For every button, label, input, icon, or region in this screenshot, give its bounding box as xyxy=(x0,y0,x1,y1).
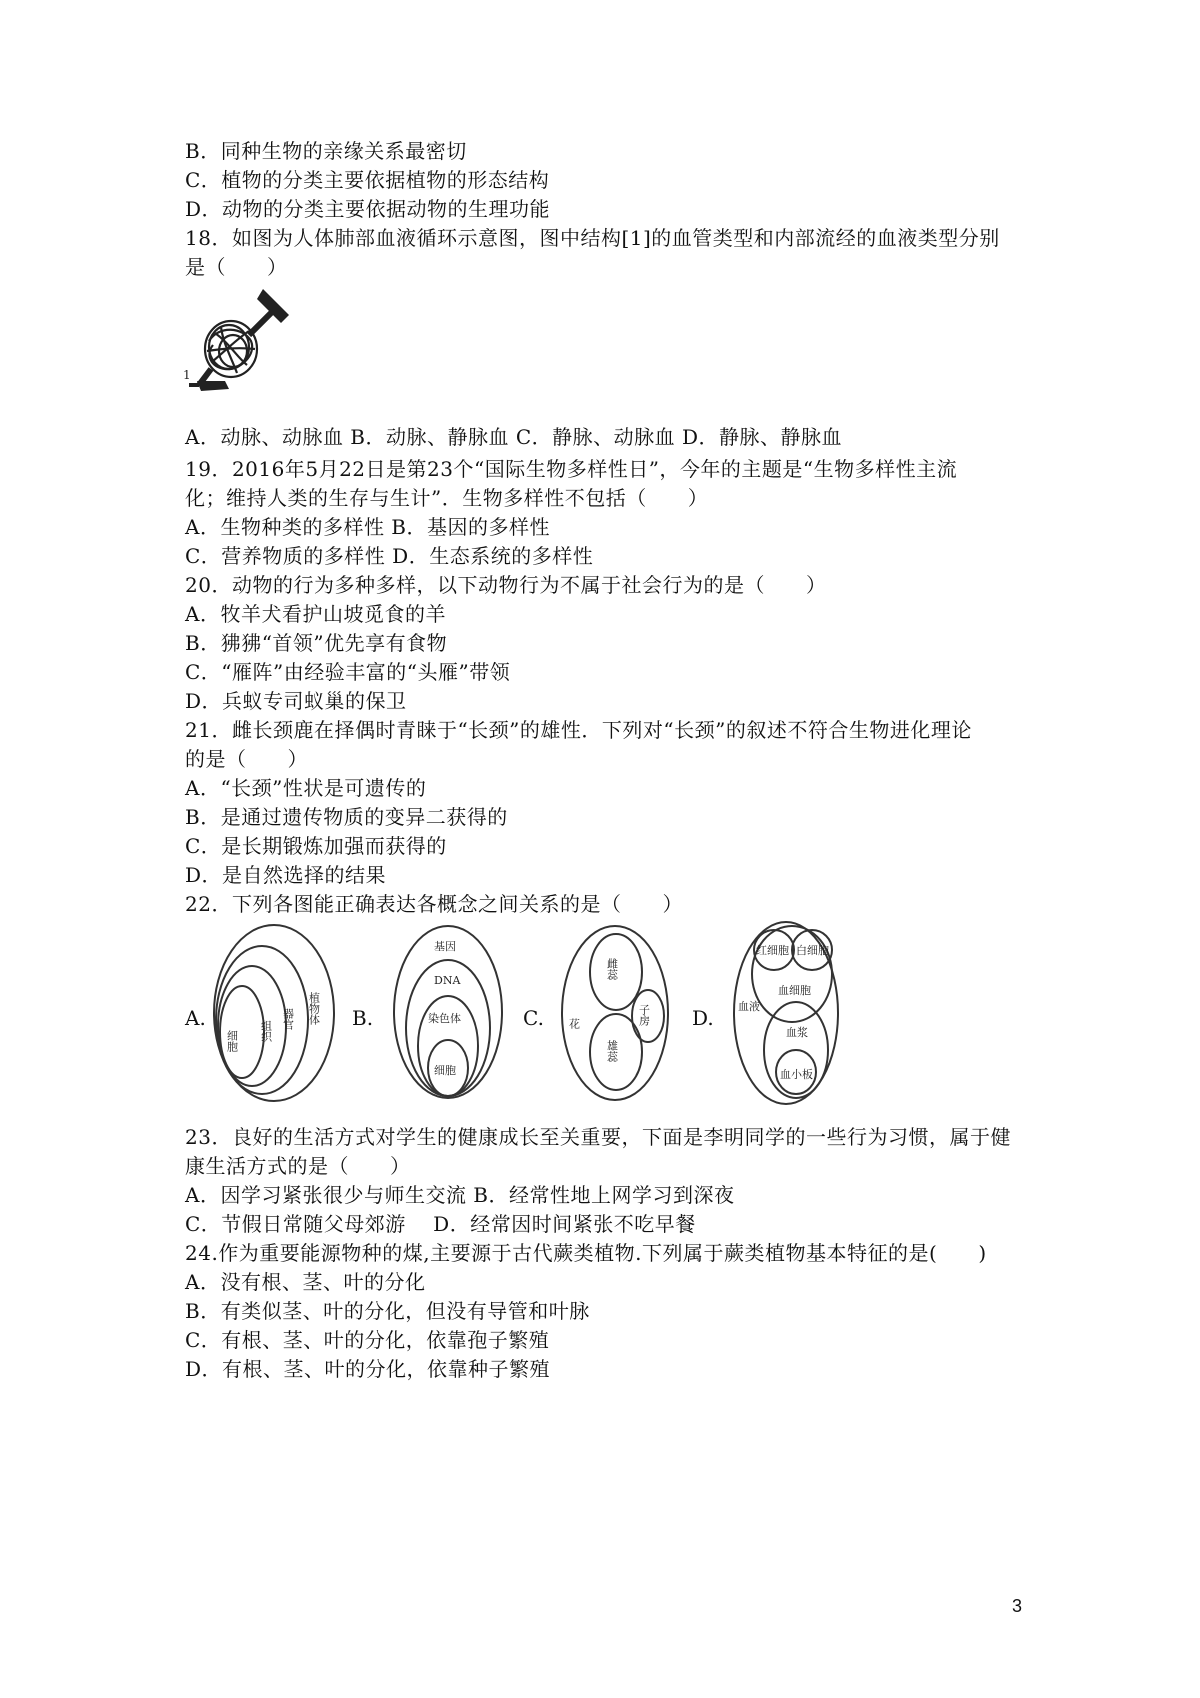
q22-a-label-organ: 器官 xyxy=(281,1008,295,1030)
q23-options-cd: C．节假日常随父母郊游 D．经常因时间紧张不吃早餐 xyxy=(185,1212,696,1236)
q22-a-label-tissue: 组织 xyxy=(259,1020,273,1042)
q22-d-label-plasma: 血浆 xyxy=(786,1026,808,1039)
q22-d-label-blood-cell: 血细胞 xyxy=(778,984,811,997)
q20-option-d: D．兵蚁专司蚁巢的保卫 xyxy=(185,689,407,713)
q17-option-c: C．植物的分类主要依据植物的形态结构 xyxy=(185,168,550,192)
q24-option-b: B．有类似茎、叶的分化，但没有导管和叶脉 xyxy=(185,1299,590,1323)
q21-stem-cont: 的是（ ） xyxy=(185,747,308,771)
q22-option-a-label: A. xyxy=(185,1006,206,1030)
q22-a-label-plant: 植物体 xyxy=(307,992,321,1025)
page-number: 3 xyxy=(1012,1596,1023,1616)
q18-label-1: 1 xyxy=(183,368,191,382)
q22-c-label-flower: 花 xyxy=(567,1018,581,1029)
q19-stem: 19．2016年5月22日是第23个“国际生物多样性日”，今年的主题是“生物多样性主流 xyxy=(185,457,958,481)
q24-option-a: A．没有根、茎、叶的分化 xyxy=(185,1270,426,1294)
q24-stem: 24.作为重要能源物种的煤,主要源于古代蕨类植物.下列属于蕨类植物基本特征的是( ) xyxy=(185,1241,987,1265)
q22-d-label-blood: 血液 xyxy=(738,1000,760,1013)
q18-options: A．动脉、动脉血 B．动脉、静脉血 C．静脉、动脉血 D．静脉、静脉血 xyxy=(185,425,843,449)
q21-option-a: A．“长颈”性状是可遗传的 xyxy=(185,776,427,800)
q21-option-d: D．是自然选择的结果 xyxy=(185,863,387,887)
q22-b-label-chromosome: 染色体 xyxy=(428,1012,461,1025)
q24-option-c: C．有根、茎、叶的分化，依靠孢子繁殖 xyxy=(185,1328,550,1352)
q22-diagram-c xyxy=(558,922,672,1104)
q22-d-label-platelet: 血小板 xyxy=(780,1068,813,1081)
q23-options-ab: A．因学习紧张很少与师生交流 B．经常性地上网学习到深夜 xyxy=(185,1183,735,1207)
q22-a-label-cell: 细胞 xyxy=(225,1030,239,1052)
q22-b-label-gene: 基因 xyxy=(434,940,456,953)
q19-options-cd: C．营养物质的多样性 D．生态系统的多样性 xyxy=(185,544,594,568)
q19-options-ab: A．生物种类的多样性 B．基因的多样性 xyxy=(185,515,550,539)
q22-option-b-label: B. xyxy=(352,1006,374,1030)
q22-diagram-d xyxy=(730,918,842,1108)
q21-option-b: B．是通过遗传物质的变异二获得的 xyxy=(185,805,508,829)
q22-stem: 22．下列各图能正确表达各概念之间关系的是（ ） xyxy=(185,892,683,916)
q21-stem: 21．雌长颈鹿在择偶时青睐于“长颈”的雄性．下列对“长颈”的叙述不符合生物进化理论 xyxy=(185,718,972,742)
q22-b-label-cell: 细胞 xyxy=(434,1064,456,1077)
q19-stem-cont: 化；维持人类的生存与生计”．生物多样性不包括（ ） xyxy=(185,486,709,510)
q18-lung-capillary-figure xyxy=(185,285,295,415)
q22-diagram-b xyxy=(390,922,506,1102)
q22-d-label-rbc: 红细胞 xyxy=(756,944,789,957)
q18-stem-cont: 是（ ） xyxy=(185,255,288,279)
q20-option-a: A．牧羊犬看护山坡觅食的羊 xyxy=(185,602,446,626)
q23-stem: 23．良好的生活方式对学生的健康成长至关重要，下面是李明同学的一些行为习惯，属于健 xyxy=(185,1125,1011,1149)
q22-diagram-a xyxy=(210,920,338,1106)
q22-c-label-stamen: 雄蕊 xyxy=(605,1040,619,1062)
q22-option-d-label: D. xyxy=(692,1006,714,1030)
q22-c-label-ovary: 子房 xyxy=(637,1004,651,1026)
q20-option-c: C．“雁阵”由经验丰富的“头雁”带领 xyxy=(185,660,511,684)
q23-stem-cont: 康生活方式的是（ ） xyxy=(185,1154,411,1178)
q18-stem: 18．如图为人体肺部血液循环示意图，图中结构[1]的血管类型和内部流经的血液类型分别 xyxy=(185,226,1000,250)
q17-option-d: D．动物的分类主要依据动物的生理功能 xyxy=(185,197,551,221)
q24-option-d: D．有根、茎、叶的分化，依靠种子繁殖 xyxy=(185,1357,551,1381)
q17-option-b: B．同种生物的亲缘关系最密切 xyxy=(185,139,467,163)
q20-option-b: B．狒狒“首领”优先享有食物 xyxy=(185,631,448,655)
q22-c-label-pistil: 雌蕊 xyxy=(605,958,619,980)
q22-option-c-label: C. xyxy=(523,1006,544,1030)
q20-stem: 20．动物的行为多种多样，以下动物行为不属于社会行为的是（ ） xyxy=(185,573,827,597)
q21-option-c: C．是长期锻炼加强而获得的 xyxy=(185,834,447,858)
q22-d-label-wbc: 白细胞 xyxy=(796,944,829,957)
q22-b-label-dna: DNA xyxy=(434,974,461,987)
